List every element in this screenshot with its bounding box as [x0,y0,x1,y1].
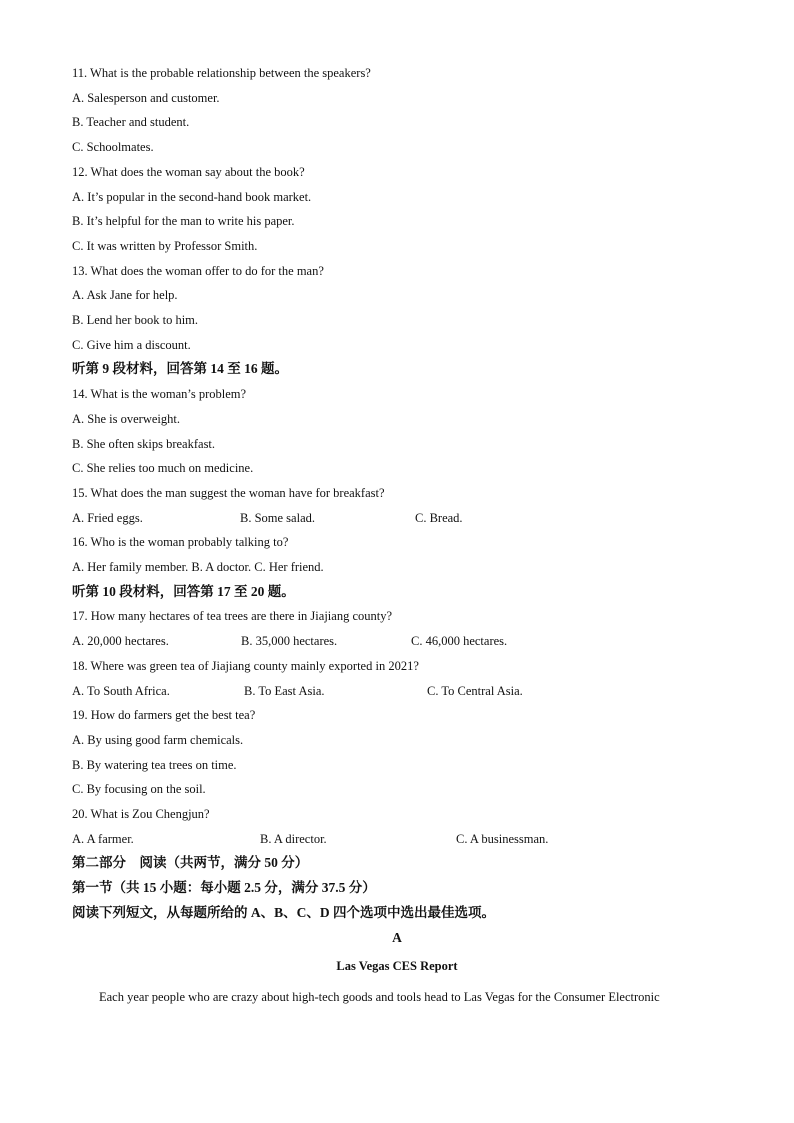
section-10-heading: 听第 10 段材料，回答第 17 至 20 题。 [72,584,295,599]
q20-option-b: B. A director. [260,832,327,846]
question-20: 20. What is Zou Chengjun? [72,807,210,821]
q14-option-b: B. She often skips breakfast. [72,437,216,451]
q14-option-c: C. She relies too much on medicine. [72,461,254,475]
q19-option-a: A. By using good farm chemicals. [72,733,244,747]
question-14: 14. What is the woman’s problem? [72,387,247,401]
question-18: 18. Where was green tea of Jiajiang county mainly exported in 2021? [72,659,419,673]
section-1-heading: 第一节（共 15 小题：每小题 2.5 分，满分 37.5 分） [72,880,376,895]
q11-option-a: A. Salesperson and customer. [72,91,220,105]
q12-option-b: B. It’s helpful for the man to write his paper. [72,214,295,228]
q17-option-b: B. 35,000 hectares. [241,634,338,648]
q18-option-b: B. To East Asia. [244,684,325,698]
q15-option-c: C. Bread. [415,511,463,525]
q11-option-c: C. Schoolmates. [72,140,154,154]
q17-option-a: A. 20,000 hectares. [72,634,169,648]
q18-option-c: C. To Central Asia. [427,684,523,698]
section-9-heading: 听第 9 段材料，回答第 14 至 16 题。 [72,361,288,376]
q19-option-c: C. By focusing on the soil. [72,782,206,796]
q13-option-a: A. Ask Jane for help. [72,288,178,302]
passage-letter: A [392,930,402,945]
q16-options: A. Her family member. B. A doctor. C. Her friend. [72,560,324,574]
passage-title: Las Vegas CES Report [336,959,458,973]
q17-option-c: C. 46,000 hectares. [411,634,508,648]
question-17: 17. How many hectares of tea trees are there in Jiajiang county? [72,609,393,623]
q12-option-a: A. It’s popular in the second-hand book market. [72,190,312,204]
q11-option-b: B. Teacher and student. [72,115,190,129]
question-11: 11. What is the probable relationship between the speakers? [72,66,371,80]
q20-option-a: A. A farmer. [72,832,134,846]
q13-option-c: C. Give him a discount. [72,338,191,352]
question-13: 13. What does the woman offer to do for the man? [72,264,324,278]
question-16: 16. Who is the woman probably talking to? [72,535,289,549]
q18-option-a: A. To South Africa. [72,684,170,698]
q20-option-c: C. A businessman. [456,832,549,846]
q12-option-c: C. It was written by Professor Smith. [72,239,258,253]
question-15: 15. What does the man suggest the woman have for breakfast? [72,486,385,500]
question-12: 12. What does the woman say about the book? [72,165,305,179]
reading-instruction: 阅读下列短文，从每题所给的 A、B、C、D 四个选项中选出最佳选项。 [72,905,496,920]
q15-option-b: B. Some salad. [240,511,315,525]
passage-first-line: Each year people who are crazy about high-tech goods and tools head to Las Vegas for the Consumer Electronic [99,990,660,1004]
question-19: 19. How do farmers get the best tea? [72,708,256,722]
q15-option-a: A. Fried eggs. [72,511,143,525]
q13-option-b: B. Lend her book to him. [72,313,199,327]
q19-option-b: B. By watering tea trees on time. [72,758,237,772]
q14-option-a: A. She is overweight. [72,412,180,426]
part-2-heading: 第二部分 阅读（共两节，满分 50 分） [72,855,309,870]
